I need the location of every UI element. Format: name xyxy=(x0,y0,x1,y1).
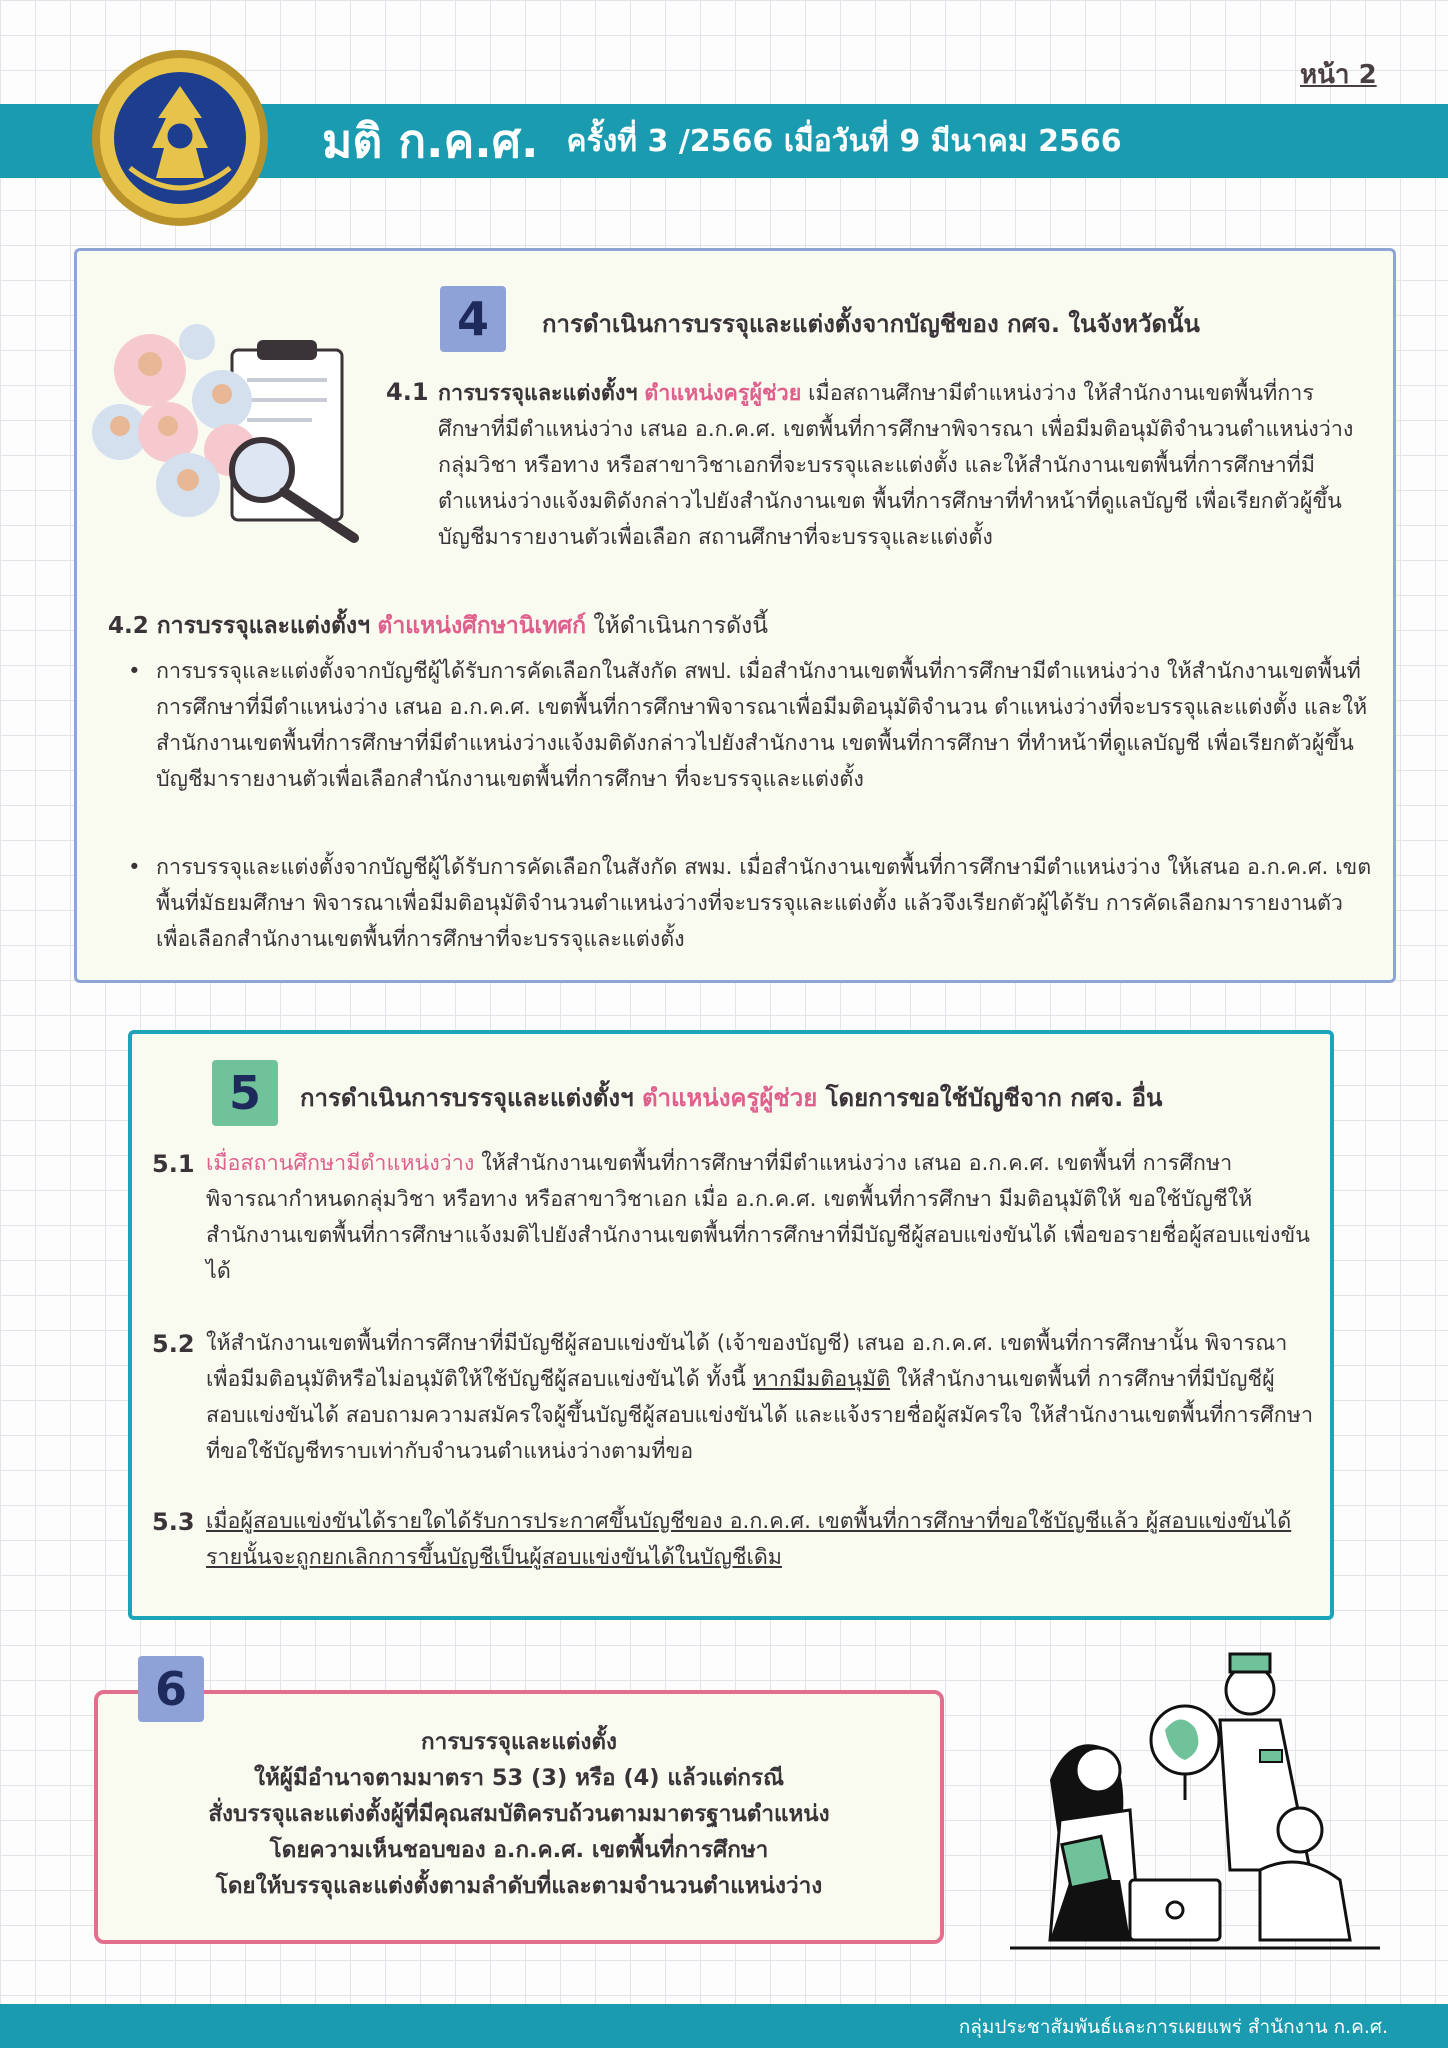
item-5-3-text: เมื่อผู้สอบแข่งขันได้รายใดได้รับการประกาศขึ้นบัญชีของ อ.ก.ค.ศ. เขตพื้นที่การศึกษาที่ขอใช้บัญชีแล้ว ผู้สอบแข่งขันได้รายนั้นจะถูกยกเลิกการขึ้นบัญชีเป็นผู้สอบแข่งขันได้ในบัญชีเดิม xyxy=(206,1509,1292,1570)
section-5-title-tail: โดยการขอใช้บัญชีจาก กศจ. อื่น xyxy=(825,1084,1163,1112)
section-5-title-highlight: ตำแหน่งครูผู้ช่วย xyxy=(641,1084,818,1112)
item-4-1-highlight: ตำแหน่งครูผู้ช่วย xyxy=(644,381,802,406)
item-4-2-lead: 4.2 การบรรจุและแต่งตั้งฯ xyxy=(108,613,371,639)
header-title-sub: ครั้งที่ 3 /2566 เมื่อวันที่ 9 มีนาคม 2566 xyxy=(566,123,1122,159)
section-4-number-badge: 4 xyxy=(440,286,506,352)
item-5-2-body-a: ให้สำนักงานเขตพื้นที่การศึกษาที่มีบัญชีผู้สอบแข่งขันได้ (เจ้าของบัญชี) เสนอ อ.ก.ค.ศ. เขตพื้นที่การศึกษานั้น พิจารณาเพื่อมีมติอนุมัติหรือไม่อนุมัติให้ใช้บัญชีผู้สอบแข่งขันได้ ทั้งนี้ xyxy=(206,1331,1288,1392)
recruitment-illustration xyxy=(92,320,372,550)
item-4-2-heading xyxy=(108,608,1378,644)
section-5-title xyxy=(300,1078,1162,1117)
section-6-line: การบรรจุและแต่งตั้ง xyxy=(420,1729,618,1755)
item-4-1-text xyxy=(438,376,1358,556)
header-title xyxy=(322,106,1122,176)
item-5-3-number: 5.3 xyxy=(152,1508,195,1536)
item-5-1-number: 5.1 xyxy=(152,1150,195,1178)
section-5-number-badge: 5 xyxy=(212,1060,278,1126)
section-6-text xyxy=(94,1724,944,1904)
item-4-1-body: เมื่อสถานศึกษามีตำแหน่งว่าง ให้สำนักงานเขตพื้นที่การศึกษาที่มีตำแหน่งว่าง เสนอ อ.ก.ค.ศ. เขตพื้นที่การศึกษาพิจารณา เพื่อมีมติอนุมัติจำนวนตำแหน่งว่างกลุ่มวิชา หรือทาง หรือสาขาวิชาเอกที่จะบรรจุและแต่งตั้ง และให้สำนักงานเขตพื้นที่การศึกษาที่มีตำแหน่งว่างแจ้งมติดังกล่าวไปยังสำนักงานเขต พื้นที่การศึกษาที่ทำหน้าที่ดูแลบัญชี เพื่อเรียกตัวผู้ขึ้นบัญชีมารายงานตัวเพื่อเลือก สถานศึกษาที่จะบรรจุและแต่งตั้ง xyxy=(438,381,1354,550)
item-5-2-text xyxy=(206,1326,1314,1470)
item-4-2-bullet-1: • การบรรจุและแต่งตั้งจากบัญชีผู้ได้รับการคัดเลือกในสังกัด สพป. เมื่อสำนักงานเขตพื้นที่การศึกษามีตำแหน่งว่าง ให้สำนักงานเขตพื้นที่การศึกษาที่มีตำแหน่งว่าง เสนอ อ.ก.ค.ศ. เขตพื้นที่การศึกษาพิจารณาเพื่อมีมติอนุมัติจำนวน ตำแหน่งว่างที่จะบรรจุและแต่งตั้ง และให้สำนักงานเขตพื้นที่การศึกษาที่มีตำแหน่งว่างแจ้งมติดังกล่าวไปยังสำนักงาน เขตพื้นที่การศึกษา ที่ทำหน้าที่ดูแลบัญชี เพื่อเรียกตัวผู้ขึ้นบัญชีมารายงานตัวเพื่อเลือกสำนักงานเขตพื้นที่การศึกษา ที่จะบรรจุและแต่งตั้ง xyxy=(156,654,1372,798)
page-number: หน้า 2 xyxy=(1300,60,1377,90)
section-6-line: โดยความเห็นชอบของ อ.ก.ค.ศ. เขตพื้นที่การศึกษา xyxy=(269,1837,769,1863)
item-4-1-number: 4.1 xyxy=(386,378,429,406)
item-5-2-underlined: หากมีมติอนุมัติ xyxy=(752,1367,891,1392)
ocsc-seal-logo xyxy=(90,48,270,228)
section-6-line: ให้ผู้มีอำนาจตามมาตรา 53 (3) หรือ (4) แล้วแต่กรณี xyxy=(253,1765,785,1791)
item-5-1-body: ให้สำนักงานเขตพื้นที่การศึกษาที่มีตำแหน่งว่าง เสนอ อ.ก.ค.ศ. เขตพื้นที่ การศึกษา พิจารณากำหนดกลุ่มวิชา หรือทาง หรือสาขาวิชาเอก เมื่อ อ.ก.ค.ศ. เขตพื้นที่การศึกษา มีมติอนุมัติให้ ขอใช้บัญชีให้สำนักงานเขตพื้นที่การศึกษาแจ้งมติไปยังสำนักงานเขตพื้นที่การศึกษาที่มีบัญชีผู้สอบแข่งขันได้ เพื่อขอรายชื่อผู้สอบแข่งขันได้ xyxy=(206,1151,1310,1284)
teachers-illustration xyxy=(1010,1640,1390,1960)
section-5-title-lead: การดำเนินการบรรจุและแต่งตั้งฯ xyxy=(300,1084,634,1112)
section-6-line: สั่งบรรจุและแต่งตั้งผู้ที่มีคุณสมบัติครบถ้วนตามมาตรฐานตำแหน่ง xyxy=(208,1801,830,1827)
item-4-2-highlight: ตำแหน่งศึกษานิเทศก์ xyxy=(377,613,587,639)
item-5-2-body-b: ให้สำนักงานเขตพื้นที่ การศึกษาที่มีบัญชีผู้สอบแข่งขันได้ สอบถามความสมัครใจผู้ขึ้นบัญชีผู้สอบแข่งขันได้ และแจ้งรายชื่อผู้สมัครใจ ให้สำนักงานเขตพื้นที่การศึกษาที่ขอใช้บัญชีทราบเท่ากับจำนวนตำแหน่งว่างตามที่ขอ xyxy=(206,1367,1314,1464)
item-4-1-lead: การบรรจุและแต่งตั้งฯ xyxy=(438,381,638,406)
footer-text: กลุ่มประชาสัมพันธ์และการเผยแพร่ สำนักงาน ก.ค.ศ. xyxy=(958,2016,1388,2038)
header-title-main: มติ ก.ค.ศ. xyxy=(322,113,539,168)
item-4-2-tail: ให้ดำเนินการดังนี้ xyxy=(593,613,769,639)
item-5-2-number: 5.2 xyxy=(152,1330,195,1358)
section-4-title: การดำเนินการบรรจุและแต่งตั้งจากบัญชีของ กศจ. ในจังหวัดนั้น xyxy=(542,310,1200,338)
item-5-1-highlight: เมื่อสถานศึกษามีตำแหน่งว่าง xyxy=(206,1151,475,1176)
section-6-number-badge: 6 xyxy=(138,1656,204,1722)
item-4-2-bullet-2: • การบรรจุและแต่งตั้งจากบัญชีผู้ได้รับการคัดเลือกในสังกัด สพม. เมื่อสำนักงานเขตพื้นที่การศึกษามีตำแหน่งว่าง ให้เสนอ อ.ก.ค.ศ. เขตพื้นที่มัธยมศึกษา พิจารณาเพื่อมีมติอนุมัติจำนวนตำแหน่งว่างที่จะบรรจุและแต่งตั้ง แล้วจึงเรียกตัวผู้ได้รับ การคัดเลือกมารายงานตัวเพื่อเลือกสำนักงานเขตพื้นที่การศึกษาที่จะบรรจุและแต่งตั้ง xyxy=(156,850,1372,958)
section-6-line: โดยให้บรรจุและแต่งตั้งตามลำดับที่และตามจำนวนตำแหน่งว่าง xyxy=(215,1873,823,1899)
item-5-1-text xyxy=(206,1146,1314,1290)
